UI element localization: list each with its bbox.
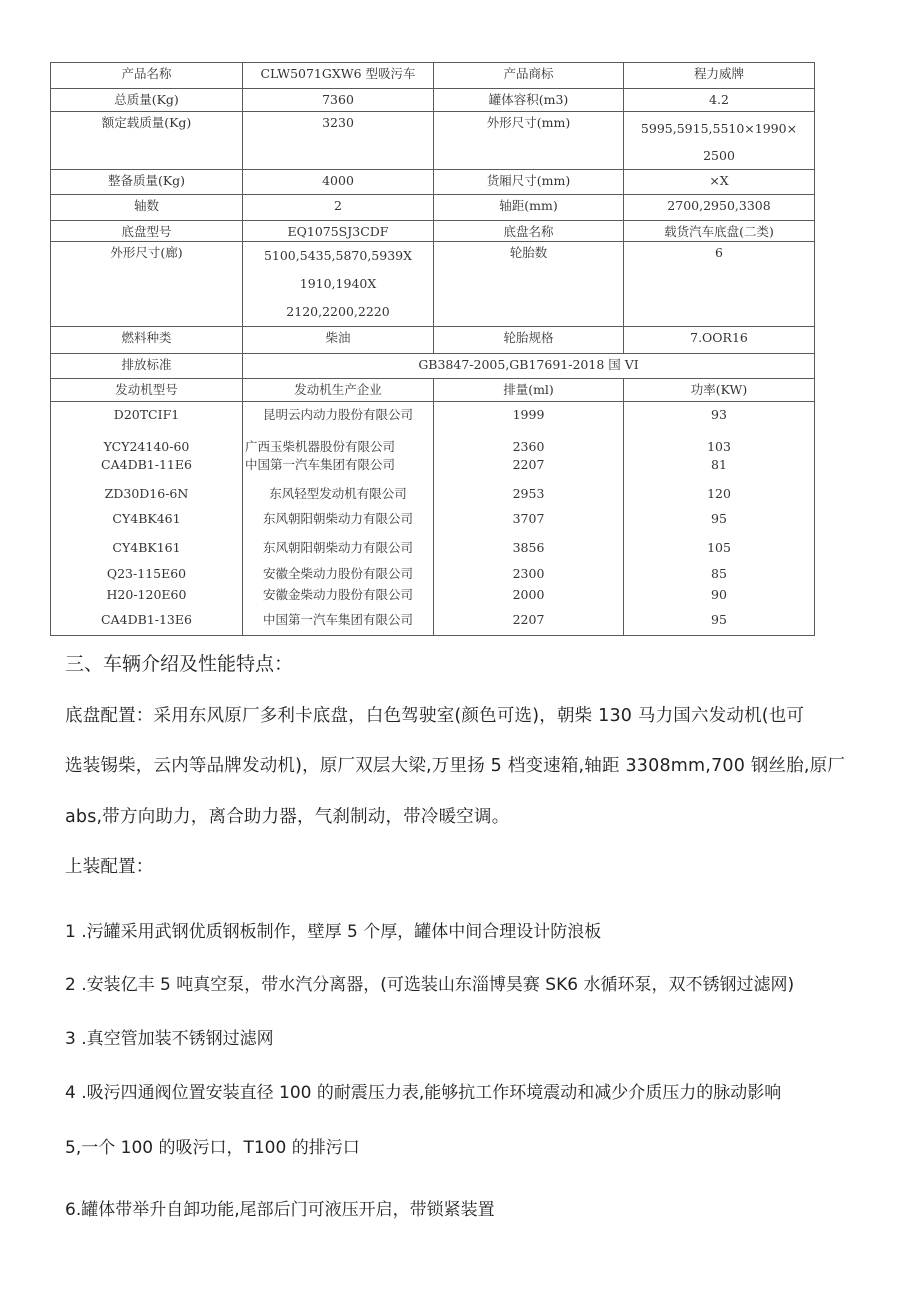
emission-label: 排放标准 — [51, 354, 243, 379]
dimensions-label: 外形尺寸(mm) — [434, 112, 624, 170]
total-mass-label: 总质量(Kg) — [51, 89, 243, 112]
tire-spec-label: 轮胎规格 — [434, 327, 624, 354]
emission-value: GB3847-2005,GB17691-2018 国 VI — [243, 354, 815, 379]
engine-row — [51, 402, 815, 439]
engine-row — [51, 609, 815, 636]
curb-mass-label: 整备质量(Kg) — [51, 170, 243, 195]
table-row — [51, 63, 815, 89]
engine-model-header: 发动机型号 — [51, 379, 243, 402]
chassis-model-value: EQ1075SJ3CDF — [243, 221, 434, 242]
wheelbase-label: 轴距(mm) — [434, 195, 624, 221]
engine-maker: 中国第一汽车集团有限公司 — [243, 457, 434, 483]
wheelbase-value: 2700,2950,3308 — [624, 195, 815, 221]
engine-maker: 东风朝阳朝柴动力有限公司 — [243, 508, 434, 536]
product-name-label: 产品名称 — [51, 63, 243, 89]
chassis-name-value: 载货汽车底盘(二类) — [624, 221, 815, 242]
body-config-item: 1 .污罐采用武钢优质钢板制作，壁厚 5 个厚，罐体中间合理设计防浪板 — [65, 922, 602, 942]
engine-maker: 中国第一汽车集团有限公司 — [243, 609, 434, 636]
power-header: 功率(KW) — [624, 379, 815, 402]
engine-model: Q23-115E60 — [51, 562, 243, 584]
chassis-config-line-2: 选装锡柴，云内等品牌发动机)，原厂双层大梁,万里扬 5 档变速箱,轴距 3308mm,700 钢丝胎,原厂 — [65, 756, 846, 776]
dimensions-line-1: 5995,5915,5510×1990× — [640, 121, 798, 136]
engine-model: D20TCIF1 — [51, 402, 243, 439]
section-heading: 三、车辆介绍及性能特点： — [65, 653, 294, 675]
table-row — [51, 242, 815, 327]
table-row — [51, 170, 815, 195]
chassis-model-label: 底盘型号 — [51, 221, 243, 242]
cargo-box-label: 货厢尺寸(mm) — [434, 170, 624, 195]
table-row — [51, 327, 815, 354]
engine-power: 85 — [624, 562, 815, 584]
table-row — [51, 195, 815, 221]
body-config-item: 6.罐体带举升自卸功能,尾部后门可液压开启，带锁紧装置 — [65, 1200, 495, 1220]
body-config-item: 4 .吸污四通阀位置安装直径 100 的耐震压力表,能够抗工作环境震动和减少介质压力的脉动影响 — [65, 1083, 782, 1103]
engine-power: 95 — [624, 609, 815, 636]
dimensions-line-2: 2500 — [703, 148, 735, 163]
engine-row — [51, 584, 815, 609]
tire-count-value: 6 — [624, 242, 815, 327]
engine-row — [51, 439, 815, 457]
engine-displacement: 2207 — [434, 457, 624, 483]
engine-maker: 安徽金柴动力股份有限公司 — [243, 584, 434, 609]
engine-maker: 东风朝阳朝柴动力有限公司 — [243, 536, 434, 562]
tank-volume-label: 罐体容积(m3) — [434, 89, 624, 112]
chassis-dimensions-value — [243, 242, 434, 327]
chassis-dimensions-label: 外形尺寸(廊) — [51, 242, 243, 327]
engine-maker-header: 发动机生产企业 — [243, 379, 434, 402]
product-name-value: CLW5071GXW6 型吸污车 — [243, 63, 434, 89]
engine-displacement: 3856 — [434, 536, 624, 562]
engine-model: CA4DB1-13E6 — [51, 609, 243, 636]
engine-row — [51, 536, 815, 562]
body-config-item: 3 .真空管加装不锈钢过滤网 — [65, 1029, 274, 1049]
engine-maker: 东风轻型发动机有限公司 — [243, 483, 434, 508]
engine-power: 103 — [624, 439, 815, 457]
table-row — [51, 354, 815, 379]
table-row — [51, 89, 815, 112]
engine-model: CY4BK461 — [51, 508, 243, 536]
body-config-label: 上装配置： — [65, 857, 154, 877]
table-row — [51, 221, 815, 242]
chassis-config-line-3: abs,带方向助力，离合助力器，气刹制动，带冷暖空调。 — [65, 807, 510, 827]
engine-header-row — [51, 379, 815, 402]
brand-value: 程力威牌 — [624, 63, 815, 89]
dimensions-value — [624, 112, 815, 170]
fuel-type-label: 燃料种类 — [51, 327, 243, 354]
brand-label: 产品商标 — [434, 63, 624, 89]
body-config-item: 5,一个 100 的吸污口，T100 的排污口 — [65, 1138, 360, 1158]
axle-count-value: 2 — [243, 195, 434, 221]
engine-model: CY4BK161 — [51, 536, 243, 562]
engine-displacement: 2300 — [434, 562, 624, 584]
engine-model: CA4DB1-11E6 — [51, 457, 243, 483]
tire-count-label: 轮胎数 — [434, 242, 624, 327]
engine-power: 95 — [624, 508, 815, 536]
engine-power: 81 — [624, 457, 815, 483]
engine-power: 90 — [624, 584, 815, 609]
curb-mass-value: 4000 — [243, 170, 434, 195]
chassis-name-label: 底盘名称 — [434, 221, 624, 242]
cargo-box-value: ×X — [624, 170, 815, 195]
engine-maker: 安徽全柴动力股份有限公司 — [243, 562, 434, 584]
engine-power: 120 — [624, 483, 815, 508]
body-config-item: 2 .安装亿丰 5 吨真空泵，带水汽分离器，(可选装山东淄博昊赛 SK6 水循环泵，双不锈钢过滤网) — [65, 975, 795, 995]
chassis-dim-line-3: 2120,2200,2220 — [286, 304, 390, 319]
engine-row — [51, 562, 815, 584]
axle-count-label: 轴数 — [51, 195, 243, 221]
tank-volume-value: 4.2 — [624, 89, 815, 112]
engine-maker: 昆明云内动力股份有限公司 — [243, 402, 434, 439]
engine-displacement: 2953 — [434, 483, 624, 508]
chassis-dim-line-2: 1910,1940X — [299, 276, 377, 291]
engine-model: YCY24140-60 — [51, 439, 243, 457]
tire-spec-value: 7.OOR16 — [624, 327, 815, 354]
chassis-dim-line-1: 5100,5435,5870,5939X — [263, 248, 413, 263]
engine-displacement: 2360 — [434, 439, 624, 457]
engine-row — [51, 483, 815, 508]
engine-row — [51, 508, 815, 536]
engine-model: ZD30D16-6N — [51, 483, 243, 508]
engine-power: 93 — [624, 402, 815, 439]
table-row — [51, 112, 815, 170]
engine-displacement: 3707 — [434, 508, 624, 536]
rated-load-value: 3230 — [243, 112, 434, 170]
engine-row — [51, 457, 815, 483]
engine-power: 105 — [624, 536, 815, 562]
engine-displacement: 2000 — [434, 584, 624, 609]
engine-displacement: 1999 — [434, 402, 624, 439]
engine-displacement: 2207 — [434, 609, 624, 636]
engine-maker: 广西玉柴机器股份有限公司 — [243, 439, 434, 457]
chassis-config-line-1: 底盘配置：采用东风原厂多利卡底盘，白色驾驶室(颜色可选)，朝柴 130 马力国六发动机(也可 — [65, 706, 805, 726]
total-mass-value: 7360 — [243, 89, 434, 112]
engine-model: H20-120E60 — [51, 584, 243, 609]
rated-load-label: 额定载质量(Kg) — [51, 112, 243, 170]
displacement-header: 排量(ml) — [434, 379, 624, 402]
spec-table — [50, 62, 815, 636]
fuel-type-value: 柴油 — [243, 327, 434, 354]
